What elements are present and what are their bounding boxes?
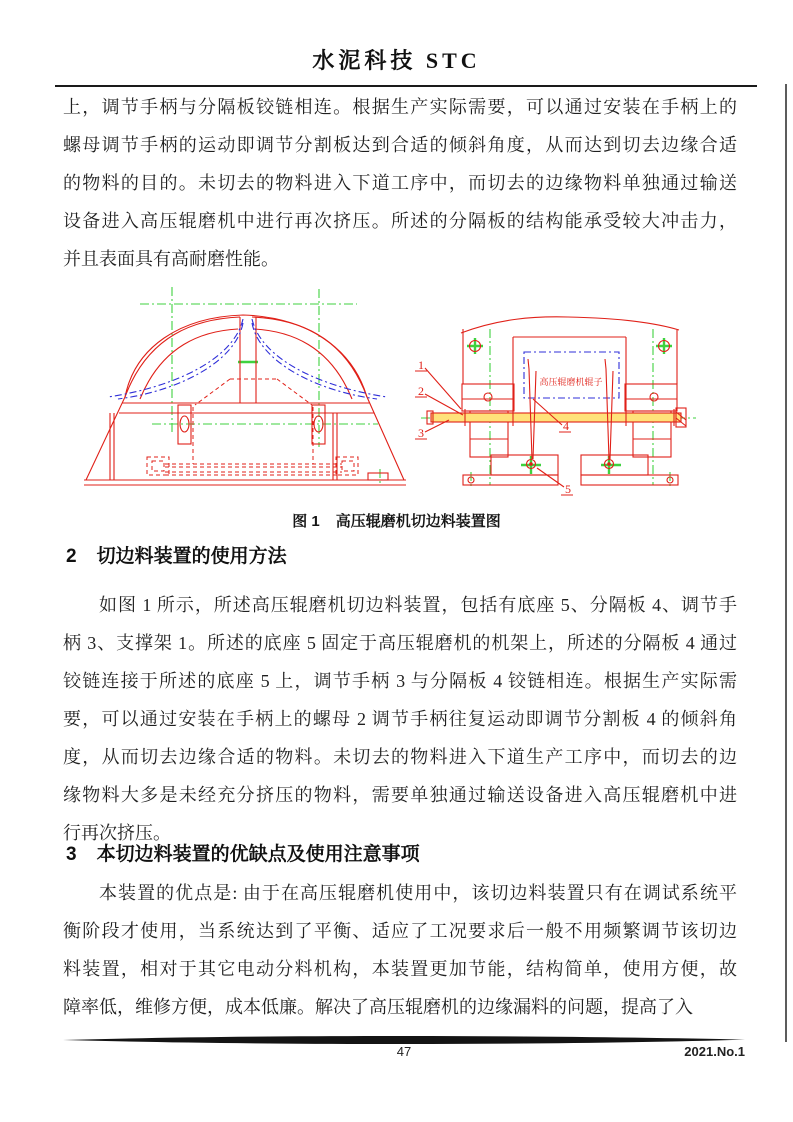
text-line: 度，从而切去边缘合适的物料。未切去的物料进入下道生产工序中，而切去的边: [63, 747, 737, 767]
text-line: 料装置，相对于其它电动分料机构，本装置更加节能，结构简单，使用方便，故: [63, 959, 737, 979]
bearing-hole-left: [484, 393, 492, 401]
text-line: 上，调节手柄与分隔板铰链相连。根据生产实际需要，可以通过安装在手柄上的: [63, 97, 737, 117]
text-line: 衡阶段才使用，当系统达到了平衡、适应了工况要求后一般不用频繁调节该切边: [63, 921, 737, 941]
text-line: 障率低，维修方便，成本低廉。解决了高压辊磨机的边缘漏料的问题，提高了入: [63, 997, 693, 1017]
section2-number: 2: [66, 546, 77, 567]
section2-title: 切边料装置的使用方法: [96, 546, 287, 567]
paragraph-2: [63, 586, 737, 852]
base-plate-left: [463, 475, 558, 485]
bearing-block-right: [625, 384, 677, 411]
housing-outline: [86, 315, 404, 480]
scan-edge-artifact: [785, 84, 787, 1042]
hidden-lines: [193, 379, 313, 464]
hinge-block-right: [336, 457, 358, 475]
handle-shaft: [431, 413, 681, 422]
base-block: [368, 473, 388, 480]
part-label-2: 2: [418, 384, 424, 398]
figure1-caption: [0, 510, 793, 531]
part-label-3: 3: [418, 426, 424, 440]
hinge-block-left-inner: [152, 461, 164, 471]
divider-blade-left: [528, 359, 536, 459]
blade-pivot-left-pin: [529, 462, 533, 466]
cross-beam: [119, 403, 374, 413]
roller-label: 高压辊磨机辊子: [539, 377, 603, 387]
text-line: 缘物料大多是未经充分挤压的物料，需要单独通过输送设备进入高压辊磨机中进: [63, 785, 737, 805]
bearing-hole-right: [650, 393, 658, 401]
footer-rule-line: [63, 1036, 745, 1044]
bearing-block-left: [462, 384, 514, 411]
text-line: 如图 1 所示，所述高压辊磨机切边料装置，包括有底座 5、分隔板 4、调节手: [99, 595, 737, 615]
base-plate-right: [581, 475, 678, 485]
text-line: 铰链连接于所述的底座 5 上，调节手柄 3 与分隔板 4 铰链相连。根据生产实际需: [63, 671, 737, 691]
top-beam: [461, 317, 679, 333]
figure-caption-label: 图 1: [292, 513, 320, 530]
footer-issue-label: 2021.No.1: [684, 1044, 745, 1059]
roller-arc-right: [252, 317, 367, 399]
text-line: 本装置的优点是: 由于在高压辊磨机使用中，该切边料装置只有在调试系统平: [99, 883, 737, 903]
part-label-5: 5: [565, 482, 571, 496]
figure1-left-drawing: [80, 287, 410, 492]
baseplate: [84, 480, 406, 485]
figure1-right-drawing: [413, 289, 700, 511]
text-line: 设备进入高压辊磨机中进行再次挤压。所述的分隔板的结构能承受较大冲击力，: [63, 211, 737, 231]
hidden-roller-outline: [524, 352, 619, 398]
journal-header-title: 水泥科技 STC: [312, 48, 481, 73]
section3-heading: [66, 839, 737, 871]
text-line: 并且表面具有高耐磨性能。: [63, 249, 279, 269]
text-line: 的物料的目的。未切去的物料进入下道工序中，而切去的边缘物料单独通过输送: [63, 173, 737, 193]
divider-blade-right: [605, 359, 613, 459]
blade-pivot-right-pin: [607, 462, 611, 466]
figure-caption-text: 高压辊磨机切边料装置图: [335, 513, 501, 530]
section3-title: 本切边料装置的优缺点及使用注意事项: [96, 844, 420, 865]
inner-walls: [110, 413, 337, 480]
hidden-shaft: [165, 464, 342, 475]
pivot-cross: [521, 456, 621, 474]
text-line: 行再次挤压。: [63, 823, 171, 843]
part-label-1: 1: [418, 358, 424, 372]
part-label-4: 4: [563, 419, 569, 433]
text-line: 柄 3、支撑架 1。所述的底座 5 固定于高压辊磨机的机架上，所述的分隔板 4 通过: [63, 633, 737, 653]
paragraph-3: [63, 874, 737, 1026]
footer-page-number: 47: [396, 1044, 412, 1059]
text-line: 要，可以通过安装在手柄上的螺母 2 调节手柄往复运动即调节分割板 4 的倾斜角: [63, 709, 737, 729]
center-column: [240, 317, 256, 403]
paragraph-1: [63, 88, 737, 278]
hinge-block-right-inner: [342, 461, 354, 471]
text-line: 螺母调节手柄的运动即调节分割板达到合适的倾斜角度，从而达到切去边缘合适: [63, 135, 737, 155]
section2-heading: [66, 541, 737, 573]
header-rule: [55, 85, 757, 87]
section3-number: 3: [66, 844, 77, 865]
